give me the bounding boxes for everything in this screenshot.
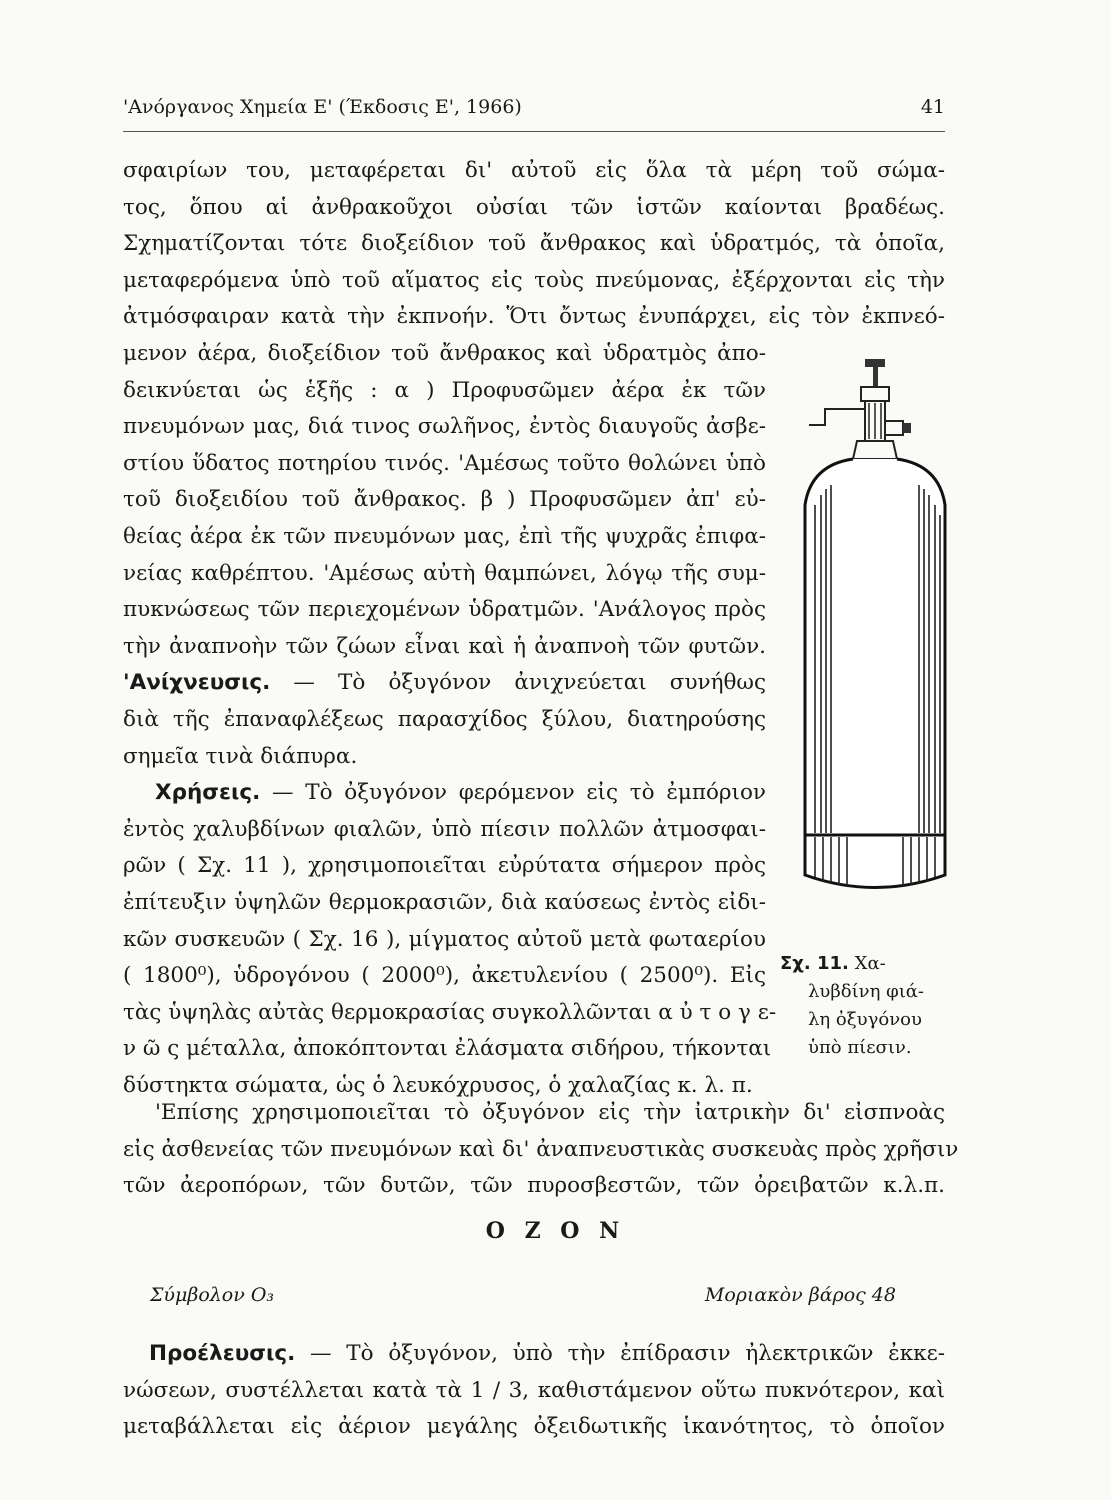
text-line: 'Ανίχνευσις. — Τὸ ὀξυγόνον ἀνιχνεύεται συνήθως — [123, 670, 766, 696]
text-line: σημεῖα τινὰ διάπυρα. — [123, 743, 358, 769]
text-line: ἐπίτευξιν ὑψηλῶν θερμοκρασιῶν, διὰ καύσεως ἐντὸς εἰδι- — [123, 889, 766, 915]
text-line: θείας ἀέρα ἐκ τῶν πνευμόνων μας, ἐπὶ τῆς ψυχρᾶς ἐπιφα- — [123, 523, 766, 549]
paragraph-medical-use — [123, 1095, 959, 1205]
header-title: 'Ανόργανος Χημεία Ε' (Έκδοσις Ε', 1966) — [123, 96, 522, 118]
text-line: εἰς ἀσθενείας τῶν πνευμόνων καὶ δι' ἀναπνευστικὰς συσκευὰς πρὸς χρῆσιν — [123, 1136, 959, 1162]
text-line: στίου ὕδατος ποτηρίου τινός. 'Αμέσως τοῦτο θολώνει ὑπὸ — [123, 450, 766, 476]
section-heading-origin: Προέλευσις. — [149, 1341, 296, 1366]
text-line: Χρήσεις. — Τὸ ὀξυγόνον φερόμενον εἰς τὸ ἐμπόριον — [155, 780, 766, 806]
page-number: 41 — [920, 96, 945, 118]
text-line: διὰ τῆς ἐπαναφλέξεως παρασχίδος ξύλου, διατηρούσης — [123, 706, 766, 732]
text-line: ( 1800⁰), ὑδρογόνου ( 2000⁰), ἀκετυλενίου ( 2500⁰). Εἰς — [123, 963, 766, 989]
text-line: ἀτμόσφαιραν κατὰ τὴν ἐκπνοήν. Ὅτι ὄντως ἐνυπάρχει, εἰς τὸν ἐκπνεό- — [123, 304, 945, 330]
molecular-weight: Μοριακὸν βάρος 48 — [704, 1284, 896, 1306]
text-line: Προέλευσις. — Τὸ ὀξυγόνον, ὑπὸ τὴν ἐπίδρασιν ἠλεκτρικῶν ἐκκε- — [149, 1341, 945, 1366]
oxygen-cylinder-icon — [795, 355, 955, 915]
text-line: τὴν ἀναπνοὴν τῶν ζώων εἶναι καὶ ἡ ἀναπνοὴ τῶν φυτῶν. — [123, 633, 766, 659]
text-line: κῶν συσκευῶν ( Σχ. 16 ), μίγματος αὐτοῦ μετὰ φωταερίου — [123, 926, 766, 952]
text-line: πνευμόνων μας, διά τινος σωλῆνος, ἐντὸς διαυγοῦς ἀσβε- — [123, 414, 766, 440]
text-line: τοῦ διοξειδίου τοῦ ἄνθρακος. β ) Προφυσῶμεν ἀπ' εὐ- — [123, 487, 766, 513]
text-line: σφαιρίων του, μεταφέρεται δι' αὐτοῦ εἰς ὅλα τὰ μέρη τοῦ σώμα- — [123, 158, 945, 183]
text-line: νείας καθρέπτου. 'Αμέσως αὐτὴ θαμπώνει, λόγῳ τῆς συμ- — [123, 560, 766, 586]
text-line: πυκνώσεως τῶν περιεχομένων ὑδρατμῶν. 'Ανάλογος πρὸς — [123, 597, 766, 623]
figure-caption: Σχ. 11. Χα- λυβδίνη φιά- λη ὀξυγόνου ὑπὸ πίεσιν. — [780, 953, 924, 1058]
paragraph-origin — [123, 1336, 945, 1446]
text-line: 'Επίσης χρησιμοποιεῖται τὸ ὀξυγόνον εἰς τὴν ἰατρικὴν δι' εἰσπνοὰς — [155, 1100, 945, 1125]
text-line: ρῶν ( Σχ. 11 ), χρησιμοποιεῖται εὐρύτατα σήμερον πρὸς — [123, 853, 766, 879]
section-heading-detection: 'Ανίχνευσις. — [123, 670, 271, 696]
caption-label: Σχ. 11. — [780, 953, 849, 974]
text-line: τῶν ἀεροπόρων, τῶν δυτῶν, τῶν πυροσβεστῶν, τῶν ὀρειβατῶν κ.λ.π. — [123, 1173, 945, 1199]
text-line: Σχηματίζονται τότε διοξείδιον τοῦ ἄνθρακος καὶ ὑδρατμός, τὰ ὁποῖα, — [123, 231, 945, 257]
text-line: δεικνύεται ὡς ἑξῆς : α ) Προφυσῶμεν ἀέρα ἐκ τῶν — [123, 377, 766, 403]
running-header — [123, 96, 945, 126]
header-rule — [123, 131, 945, 132]
text-line: μεταφερόμενα ὑπὸ τοῦ αἵματος εἰς τοὺς πνεύμονας, ἐξέρχονται εἰς τὴν — [123, 267, 945, 293]
section-heading-uses: Χρήσεις. — [155, 780, 261, 806]
text-line: μενον ἀέρα, διοξείδιον τοῦ ἄνθρακος καὶ ὑδρατμὸς ἀπο- — [123, 341, 766, 366]
text-line: δύστηκτα σώματα, ὡς ὁ λευκόχρυσος, ὁ χαλαζίας κ. λ. π. — [123, 1072, 753, 1098]
paragraph-respiration — [123, 153, 945, 336]
text-line: μεταβάλλεται εἰς ἀέριον μεγάλης ὀξειδωτικῆς ἱκανότητος, τὸ ὁποῖον — [123, 1414, 945, 1440]
text-line: τος, ὅπου αἱ ἀνθρακοῦχοι οὐσίαι τῶν ἱστῶν καίονται βραδέως. — [123, 194, 945, 220]
paragraph-exhaled-air — [123, 336, 777, 1104]
text-line: ἐντὸς χαλυβδίνων φιαλῶν, ὑπὸ πίεσιν πολλῶν ἀτμοσφαι- — [123, 816, 766, 842]
text-line: νώσεων, συστέλλεται κατὰ τὰ 1 / 3, καθιστάμενον οὕτω πυκνότερον, καὶ — [123, 1377, 945, 1403]
section-title-ozone: Ο Ζ Ο Ν — [485, 1218, 626, 1244]
chemical-symbol: Σύμβολον Ο₃ — [150, 1284, 275, 1306]
text-line: τὰς ὑψηλὰς αὐτὰς θερμοκρασίας συγκολλῶνται α ὐ τ ο γ ε- — [123, 999, 777, 1025]
text-line: ν ῶ ς μέταλλα, ἀποκόπτονται ἐλάσματα σιδήρου, τήκονται — [123, 1036, 772, 1062]
